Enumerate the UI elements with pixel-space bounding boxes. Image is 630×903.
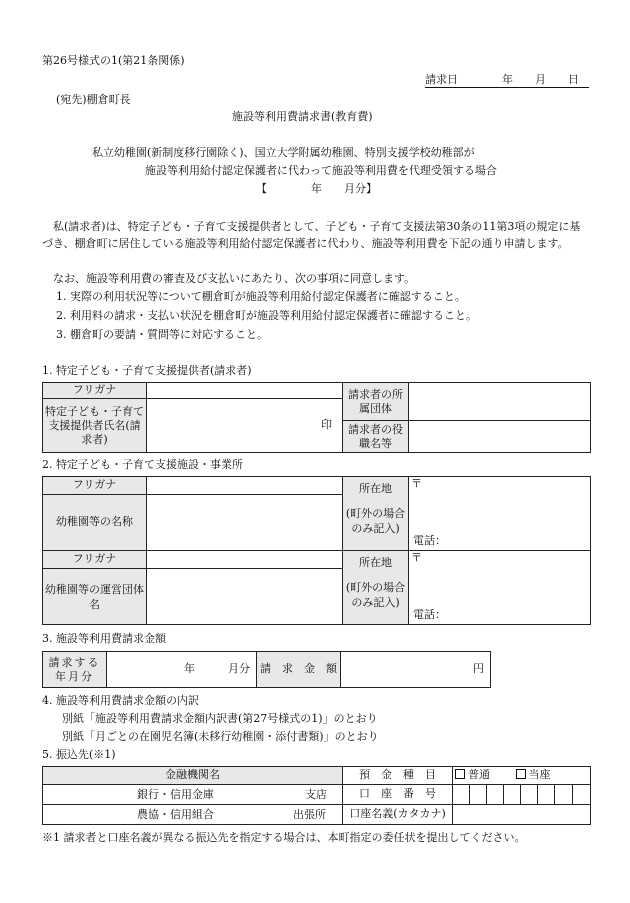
checkbox-icon: [516, 769, 526, 779]
facility-table: [42, 476, 591, 625]
location-note: (町外の場合のみ記入): [345, 507, 406, 535]
consent-item-2: 2. 利用料の請求・支払い状況を棚倉町が施設等利用給付認定保護者に確認すること。: [56, 309, 477, 322]
consent-paragraph: なお、施設等利用費の審査及び支払いにあたり、次の事項に同意します。: [53, 272, 416, 285]
seal-mark: 印: [321, 418, 332, 432]
phone-label: 電話：: [413, 607, 446, 621]
deposit-type-options: [453, 767, 591, 785]
page-title: 施設等利用費請求書(教育費): [232, 110, 373, 123]
breakdown-line1: 別紙「施設等利用費請求金額内訳書(第27号様式の1)」のとおり: [62, 712, 378, 725]
facility-location-label: [343, 477, 409, 551]
postal-mark: 〒: [411, 477, 422, 490]
phone-label: 電話：: [413, 533, 446, 547]
section5-heading: 5. 振込先(※1): [42, 748, 116, 761]
subtitle-line2: 施設等利用給付認定保護者に代わって施設等利用費を代理受領する場合: [145, 164, 497, 177]
operator-location-input[interactable]: [409, 551, 591, 625]
coop-types: 農協・信用組合: [137, 808, 214, 821]
location-title: 所在地: [359, 556, 392, 569]
provider-name-label: 特定子ども・子育て支援提供者氏名(請求者): [43, 399, 147, 453]
operator-furigana-label: フリガナ: [43, 551, 147, 569]
amount-table: [42, 651, 491, 688]
facility-furigana-input[interactable]: [147, 477, 343, 495]
postal-mark: 〒: [411, 551, 422, 564]
operator-furigana-input[interactable]: [147, 551, 343, 569]
bank-name-label: 金融機関名: [43, 767, 343, 785]
bank-name-input-row2[interactable]: [43, 805, 343, 825]
facility-location-input[interactable]: [409, 477, 591, 551]
position-label: 請求者の役職名等: [343, 421, 409, 453]
intro-paragraph: 私(請求者)は、特定子ども・子育て支援提供者として、子ども・子育て支援法第30条の11第3項の規定に基づき、棚倉町に居住している施設等利用給付認定保護者に代わり、施設等利用費を下記の通り申請します。: [42, 220, 581, 250]
consent-item-3: 3. 棚倉町の要請・質問等に対応すること。: [56, 328, 268, 341]
location-title: 所在地: [359, 482, 392, 495]
request-period[interactable]: 【 年 月分】: [256, 182, 377, 195]
section4-heading: 4. 施設等利用費請求金額の内訳: [42, 694, 199, 707]
operator-location-label: [343, 551, 409, 625]
furigana-label: フリガナ: [43, 383, 147, 399]
facility-furigana-label: フリガナ: [43, 477, 147, 495]
location-note: (町外の場合のみ記入): [345, 581, 406, 609]
furigana-input[interactable]: [147, 383, 343, 399]
amount-label: 請 求 金 額: [257, 652, 341, 688]
office-label: 出張所: [293, 808, 326, 821]
account-digit[interactable]: [453, 785, 470, 805]
yen-unit: 円: [473, 662, 484, 676]
period-input[interactable]: 年 月分: [107, 652, 257, 688]
form-number: 第26号様式の1(第21条関係): [42, 54, 185, 67]
request-date[interactable]: 請求日 年 月 日: [425, 73, 589, 88]
operator-name-label: 幼稚園等の運営団体名: [43, 569, 147, 625]
consent-item-1: 1. 実際の利用状況等について棚倉町が施設等利用給付認定保護者に確認すること。: [56, 290, 466, 303]
account-digit[interactable]: [504, 785, 521, 805]
subtitle-line1: 私立幼稚園(新制度移行園除く)、国立大学附属幼稚園、特別支援学校幼稚部が: [92, 146, 475, 159]
period-label: 請求する年月分: [43, 652, 107, 688]
account-name-label: 口座名義(カタカナ): [343, 805, 453, 825]
checkbox-toza[interactable]: 当座: [516, 768, 551, 781]
account-digit[interactable]: [487, 785, 504, 805]
addressee: (宛先)棚倉町長: [56, 93, 131, 106]
account-digit[interactable]: [538, 785, 555, 805]
bank-name-input-row1[interactable]: [43, 785, 343, 805]
bank-types: 銀行・信用金庫: [137, 788, 214, 801]
section2-heading: 2. 特定子ども・子育て支援施設・事業所: [42, 458, 243, 471]
branch-label: 支店: [305, 788, 327, 801]
checkbox-icon: [455, 769, 465, 779]
account-number-label: 口 座 番 号: [343, 785, 453, 805]
footnote: ※1 請求者と口座名義が異なる振込先を指定する場合は、本町指定の委任状を提出してください。: [42, 831, 526, 844]
operator-name-input[interactable]: [147, 569, 343, 625]
provider-table: [42, 382, 591, 453]
section3-heading: 3. 施設等利用費請求金額: [42, 632, 166, 645]
account-name-input[interactable]: [453, 805, 591, 825]
account-digit[interactable]: [470, 785, 487, 805]
section1-heading: 1. 特定子ども・子育て支援提供者(請求者): [42, 364, 252, 377]
provider-name-input[interactable]: [147, 399, 343, 453]
facility-name-input[interactable]: [147, 495, 343, 551]
breakdown-line2: 別紙「月ごとの在園児名簿(未移行幼稚園・添付書類)」のとおり: [62, 730, 379, 743]
account-digit[interactable]: [573, 785, 591, 805]
org-label: 請求者の所属団体: [343, 383, 409, 421]
org-input[interactable]: [409, 383, 591, 421]
account-digit[interactable]: [521, 785, 538, 805]
position-input[interactable]: [409, 421, 591, 453]
account-digit[interactable]: [555, 785, 573, 805]
amount-input[interactable]: [341, 652, 491, 688]
checkbox-futsu[interactable]: 普通: [455, 768, 490, 781]
deposit-type-label: 預 金 種 目: [343, 767, 453, 785]
bank-table: [42, 766, 591, 825]
facility-name-label: 幼稚園等の名称: [43, 495, 147, 551]
